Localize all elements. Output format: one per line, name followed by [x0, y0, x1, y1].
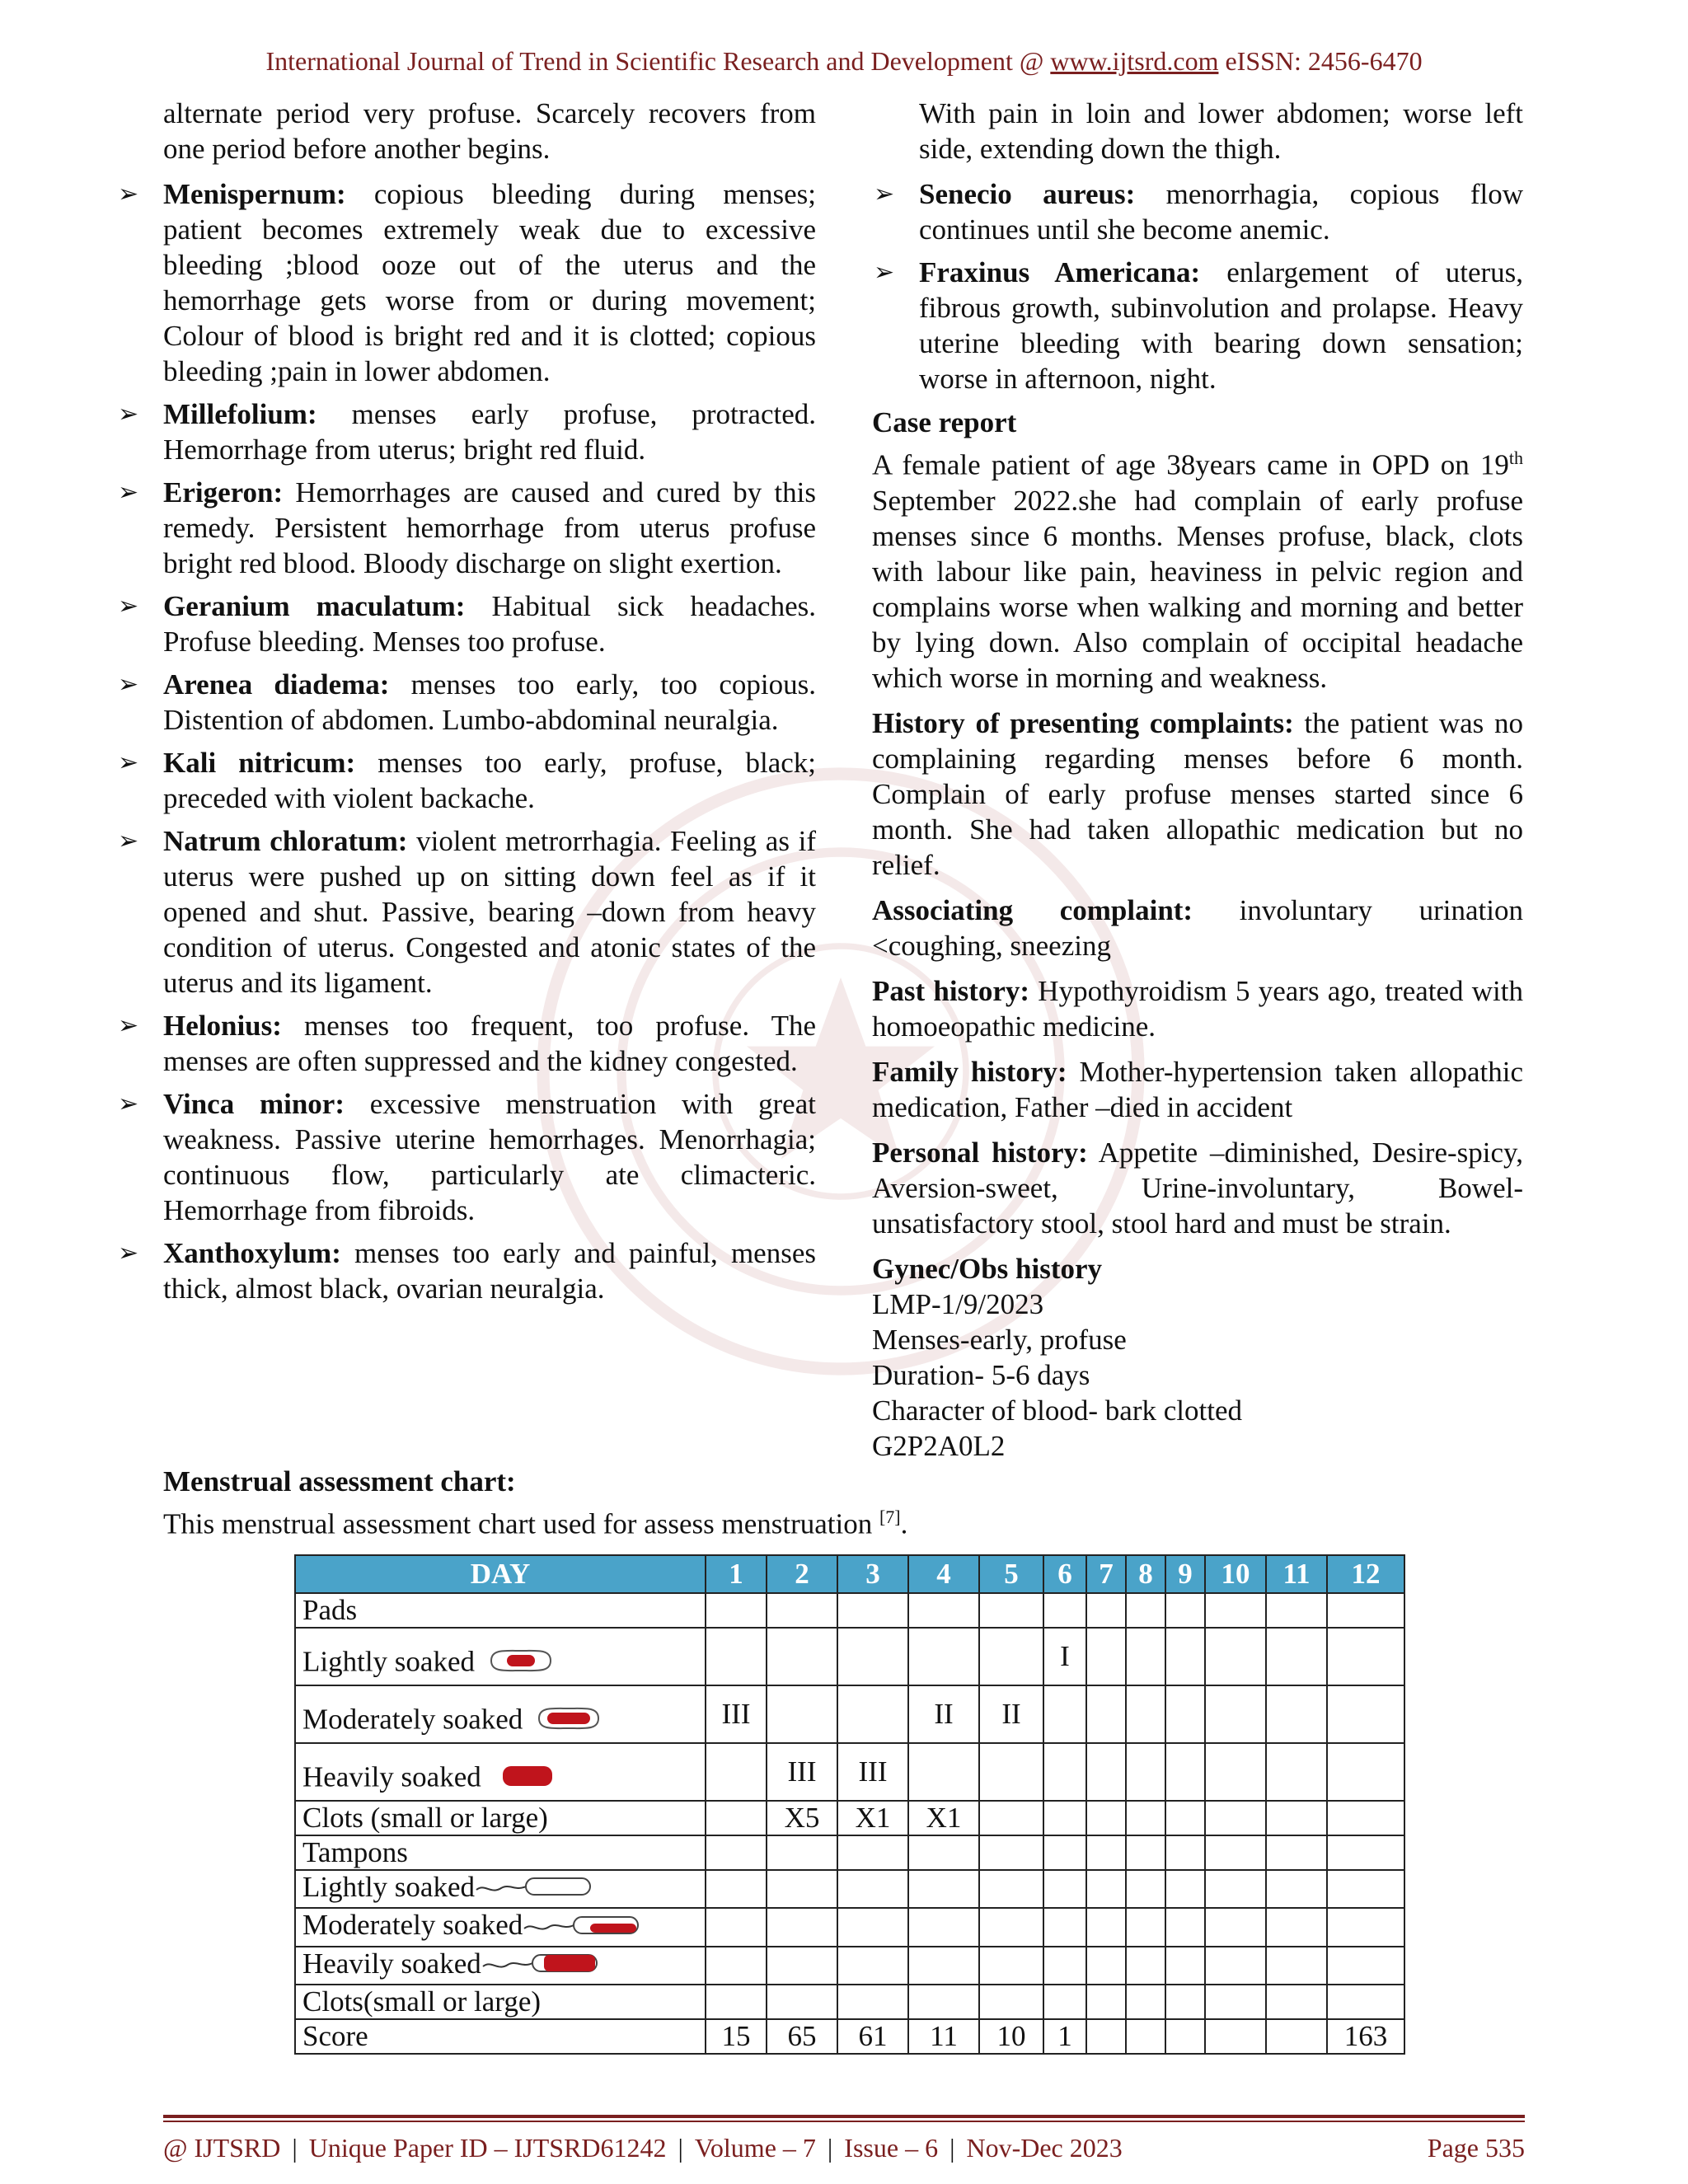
- row-label-cell: [295, 1593, 706, 1628]
- table-cell: [706, 1801, 767, 1835]
- pad-moderate-icon: [534, 1702, 603, 1742]
- table-cell: [706, 1593, 767, 1628]
- gynec-obs-section: [872, 1251, 1523, 1464]
- remedy-item: [872, 255, 1523, 396]
- bullet-arrow-icon: ➢: [118, 180, 139, 209]
- table-cell: [1165, 1870, 1205, 1908]
- row-label: Clots (small or large): [302, 1802, 548, 1834]
- row-label: Heavily soaked: [302, 1947, 481, 1980]
- footer-org: @ IJTSRD: [163, 2133, 281, 2163]
- table-cell: [767, 1870, 837, 1908]
- table-cell: [1043, 1743, 1086, 1801]
- table-cell: [1086, 1628, 1126, 1685]
- remedy-name: Natrum chloratum:: [163, 825, 408, 857]
- table-cell: [979, 1835, 1043, 1870]
- table-cell: [1327, 1985, 1404, 2019]
- row-label-cell: [295, 1835, 706, 1870]
- table-cell: [908, 1743, 979, 1801]
- remedy-item: [116, 396, 816, 467]
- right-column: [872, 96, 1523, 1464]
- table-cell: [1165, 1743, 1205, 1801]
- past-history-paragraph: Past history: Hypothyroidism 5 years ago, treated with homoeopathic medicine.: [872, 974, 1524, 1043]
- table-row: [295, 1593, 1404, 1628]
- table-cell: II: [979, 1685, 1043, 1743]
- table-cell: [837, 1870, 908, 1908]
- bullet-arrow-icon: ➢: [118, 1239, 139, 1268]
- table-cell: [1086, 1870, 1126, 1908]
- row-label: Heavily soaked: [302, 1760, 481, 1793]
- table-cell: [1086, 1985, 1126, 2019]
- row-label-cell: [295, 1870, 706, 1908]
- remedy-name: Senecio aureus:: [919, 178, 1136, 210]
- table-cell: [1086, 2019, 1126, 2054]
- table-cell: [1266, 1835, 1327, 1870]
- row-label-cell: [295, 1685, 706, 1743]
- table-cell: 1: [1043, 2019, 1086, 2054]
- row-label-cell: [295, 1801, 706, 1835]
- remedy-text: Hemorrhages are caused and cured by this remedy. Persistent hemorrhage from uterus profuse bright red blood. Bloody discharge on slight exertion.: [163, 476, 816, 579]
- remedy-text: excessive menstruation with great weakness. Passive uterine hemorrhages. Menorrhagia; continuous flow, particularly ate climacteric. Hemorrhage from fibroids.: [163, 1088, 816, 1226]
- header-day-2: 2: [767, 1555, 837, 1593]
- header-day-10: 10: [1205, 1555, 1266, 1593]
- table-cell: [1126, 1835, 1165, 1870]
- remedy-name: Kali nitricum:: [163, 747, 356, 779]
- table-row: [295, 1628, 1404, 1685]
- table-cell: [1266, 1985, 1327, 2019]
- remedy-item: [116, 176, 816, 389]
- table-cell: [908, 1908, 979, 1946]
- table-cell: [767, 1985, 837, 2019]
- table-cell: [837, 1628, 908, 1685]
- menstrual-assessment-table: [294, 1554, 1405, 2055]
- table-cell: III: [767, 1743, 837, 1801]
- table-cell: [1086, 1947, 1126, 1985]
- row-label: Tampons: [302, 1836, 408, 1868]
- row-label: Lightly soaked: [302, 1645, 475, 1678]
- header-day-11: 11: [1266, 1555, 1327, 1593]
- table-cell: [706, 1908, 767, 1946]
- table-cell: [837, 1947, 908, 1985]
- remedy-name: Fraxinus Americana:: [919, 256, 1201, 288]
- table-cell: 15: [706, 2019, 767, 2054]
- header-day-9: 9: [1165, 1555, 1205, 1593]
- remedy-item: [872, 176, 1523, 247]
- header-day-label: DAY: [295, 1555, 706, 1593]
- table-cell: [1327, 1908, 1404, 1946]
- table-cell: [837, 1593, 908, 1628]
- table-cell: [1126, 1985, 1165, 2019]
- table-cell: 10: [979, 2019, 1043, 2054]
- bullet-arrow-icon: ➢: [118, 478, 139, 507]
- table-cell: [837, 1908, 908, 1946]
- table-cell: [706, 1743, 767, 1801]
- personal-history-paragraph: Personal history: Appetite –diminished, Desire-spicy, Aversion-sweet, Urine-involuntary, Bowel-unsatisfactory stool, stool hard and must be strain.: [872, 1136, 1523, 1240]
- footer-volume: Volume – 7: [694, 2133, 816, 2163]
- footer-paper-id: Unique Paper ID – IJTSRD61242: [308, 2133, 667, 2163]
- table-cell: [908, 1835, 979, 1870]
- table-cell: [767, 1593, 837, 1628]
- running-header: [0, 46, 1688, 77]
- table-cell: [1205, 1628, 1266, 1685]
- left-remedy-list: [118, 176, 817, 1306]
- table-cell: [979, 1628, 1043, 1685]
- row-label: Moderately soaked: [302, 1909, 523, 1942]
- table-cell: X1: [837, 1801, 908, 1835]
- bullet-arrow-icon: ➢: [118, 592, 139, 621]
- table-row: [295, 1947, 1404, 1985]
- hpc-paragraph: History of presenting complaints: the patient was no complaining regarding menses before 6 month. Complain of early profuse menses started since 6 month. She had taken allopathic medication but no relief.: [872, 706, 1523, 881]
- table-cell: [979, 1908, 1043, 1946]
- remedy-item: [116, 745, 816, 816]
- row-label-cell: [295, 1743, 706, 1801]
- table-cell: [1043, 1908, 1086, 1946]
- family-history-paragraph: Family history: Mother-hypertension taken allopathic medication, Father –died in accident: [872, 1055, 1524, 1123]
- table-row: [295, 1985, 1404, 2019]
- remedy-item: [116, 1235, 816, 1306]
- table-cell: [767, 1685, 837, 1743]
- table-cell: [767, 1947, 837, 1985]
- table-cell: [979, 1593, 1043, 1628]
- header-day-3: 3: [837, 1555, 908, 1593]
- table-cell: [1086, 1593, 1126, 1628]
- table-row: [295, 1870, 1404, 1908]
- table-cell: [706, 1870, 767, 1908]
- table-cell: [1165, 1685, 1205, 1743]
- remedy-text: menses too frequent, too profuse. The menses are often suppressed and the kidney congested.: [163, 1010, 816, 1077]
- right-remedy-list: [872, 176, 1523, 396]
- table-cell: [1205, 1685, 1266, 1743]
- header-day-8: 8: [1126, 1555, 1165, 1593]
- bullet-arrow-icon: ➢: [118, 748, 139, 777]
- table-cell: [1205, 1801, 1266, 1835]
- gyn-line: G2P2A0L2: [872, 1429, 1006, 1462]
- bullet-arrow-icon: ➢: [874, 258, 895, 287]
- table-cell: [1327, 1593, 1404, 1628]
- row-label: Pads: [302, 1594, 358, 1626]
- table-cell: [1086, 1685, 1126, 1743]
- table-cell: [1126, 2019, 1165, 2054]
- table-cell: 61: [837, 2019, 908, 2054]
- table-row: [295, 1743, 1404, 1801]
- table-cell: [1043, 1801, 1086, 1835]
- remedy-name: Xanthoxylum:: [163, 1237, 341, 1269]
- row-label-cell: [295, 1908, 706, 1946]
- table-row: [295, 1801, 1404, 1835]
- left-intro: alternate period very profuse. Scarcely recovers from one period before another begins.: [163, 97, 816, 165]
- table-cell: [1205, 1743, 1266, 1801]
- bullet-arrow-icon: ➢: [118, 400, 139, 429]
- table-cell: [908, 1947, 979, 1985]
- table-cell: [1205, 1908, 1266, 1946]
- remedy-item: [116, 1008, 816, 1079]
- table-cell: [1205, 2019, 1266, 2054]
- table-cell: [1126, 1801, 1165, 1835]
- header-day-4: 4: [908, 1555, 979, 1593]
- table-cell: II: [908, 1685, 979, 1743]
- row-label: Moderately soaked: [302, 1703, 523, 1736]
- table-cell: [1266, 2019, 1327, 2054]
- table-cell: [1126, 1870, 1165, 1908]
- remedy-text: Habitual sick headaches. Profuse bleeding. Menses too profuse.: [163, 590, 816, 658]
- remedy-item: [116, 588, 816, 659]
- row-label-cell: [295, 1985, 706, 2019]
- row-label: Lightly soaked: [302, 1871, 475, 1903]
- remedy-name: Menispernum:: [163, 178, 346, 210]
- row-label: Score: [302, 2020, 368, 2053]
- remedy-text: menses early profuse, protracted. Hemorrhage from uterus; bright red fluid.: [163, 398, 816, 466]
- remedy-text: violent metrorrhagia. Feeling as if uterus were pushed up on sitting down feel as if it opened and shut. Passive, bearing –down from heavy condition of uterus. Congested and atonic states of the uterus and its ligament.: [163, 825, 817, 999]
- bullet-arrow-icon: ➢: [118, 670, 139, 699]
- table-cell: [1086, 1743, 1126, 1801]
- table-cell: I: [1043, 1628, 1086, 1685]
- table-cell: [979, 1743, 1043, 1801]
- table-cell: [1165, 1985, 1205, 2019]
- table-cell: [837, 1985, 908, 2019]
- remedy-item: [116, 1086, 816, 1228]
- pad-heavy-icon: [493, 1760, 562, 1800]
- table-cell: [1043, 1835, 1086, 1870]
- table-cell: [1266, 1947, 1327, 1985]
- table-cell: [1165, 1628, 1205, 1685]
- gynec-title: Gynec/Obs history: [872, 1252, 1103, 1285]
- table-cell: [1165, 1947, 1205, 1985]
- table-header-row: [295, 1555, 1404, 1593]
- row-label-cell: [295, 1628, 706, 1685]
- table-cell: [1126, 1908, 1165, 1946]
- table-cell: 11: [908, 2019, 979, 2054]
- table-cell: [1266, 1743, 1327, 1801]
- table-cell: [1165, 1801, 1205, 1835]
- citation-ref: [7]: [879, 1507, 901, 1527]
- row-label-cell: [295, 2019, 706, 2054]
- remedy-item: [116, 475, 816, 581]
- footer-rule-thin: [163, 2121, 1525, 2122]
- header-day-7: 7: [1086, 1555, 1126, 1593]
- bullet-arrow-icon: ➢: [118, 827, 139, 855]
- header-day-5: 5: [979, 1555, 1043, 1593]
- remedy-name: Helonius:: [163, 1010, 282, 1042]
- gyn-line: Character of blood- bark clotted: [872, 1394, 1242, 1427]
- table-cell: [1126, 1743, 1165, 1801]
- table-cell: [837, 1685, 908, 1743]
- table-cell: III: [837, 1743, 908, 1801]
- tampon-light-icon: [475, 1872, 598, 1907]
- remedy-text: enlargement of uterus, fibrous growth, subinvolution and prolapse. Heavy uterine bleeding with bearing down sensation; worse in afternoon, night.: [919, 256, 1524, 395]
- table-row: [295, 1835, 1404, 1870]
- remedy-text: copious bleeding during menses; patient becomes extremely weak due to excessive bleeding ;blood ooze out of the uterus and the hemorrhage gets worse from or during movement; Colour of blood is bright red and it is clotted; copious bleeding ;pain in lower abdomen.: [163, 178, 816, 387]
- table-cell: [1266, 1685, 1327, 1743]
- footer-date: Nov-Dec 2023: [966, 2133, 1123, 2163]
- table-cell: [1126, 1685, 1165, 1743]
- table-cell: [1327, 1870, 1404, 1908]
- table-cell: X1: [908, 1801, 979, 1835]
- remedy-name: Arenea diadema:: [163, 668, 390, 701]
- table-row: [295, 2019, 1404, 2054]
- menstrual-chart-caption: [163, 1464, 1523, 1542]
- right-intro: With pain in loin and lower abdomen; worse left side, extending down the thigh.: [919, 97, 1523, 165]
- table-cell: [1327, 1801, 1404, 1835]
- table-cell: [1327, 1628, 1404, 1685]
- gyn-line: Duration- 5-6 days: [872, 1358, 1090, 1391]
- table-cell: III: [706, 1685, 767, 1743]
- chart-description: This menstrual assessment chart used for assess menstruation [7].: [163, 1507, 908, 1540]
- header-day-6: 6: [1043, 1555, 1086, 1593]
- tampon-moderate-icon: [523, 1910, 646, 1946]
- journal-url-link[interactable]: www.ijtsrd.com: [1050, 46, 1219, 76]
- table-cell: [1266, 1593, 1327, 1628]
- table-row: [295, 1685, 1404, 1743]
- table-cell: [767, 1628, 837, 1685]
- remedy-name: Vinca minor:: [163, 1088, 345, 1120]
- associating-paragraph: Associating complaint: involuntary urination <coughing, sneezing: [872, 893, 1523, 962]
- table-cell: [1205, 1593, 1266, 1628]
- table-cell: [1266, 1870, 1327, 1908]
- table-cell: [908, 1593, 979, 1628]
- chart-title: Menstrual assessment chart:: [163, 1465, 516, 1497]
- case-report-section: [872, 405, 1523, 696]
- table-cell: [1205, 1835, 1266, 1870]
- table-cell: 163: [1327, 2019, 1404, 2054]
- left-column: [118, 96, 817, 1314]
- header-day-12: 12: [1327, 1555, 1404, 1593]
- table-cell: [979, 1947, 1043, 1985]
- issn: eISSN: 2456-6470: [1218, 46, 1423, 76]
- table-cell: [1126, 1593, 1165, 1628]
- table-cell: [706, 1947, 767, 1985]
- journal-name: International Journal of Trend in Scientific Research and Development @: [265, 46, 1051, 76]
- table-cell: [1126, 1628, 1165, 1685]
- table-cell: [837, 1835, 908, 1870]
- table-cell: [908, 1985, 979, 2019]
- row-label-cell: [295, 1947, 706, 1985]
- table-cell: [1327, 1947, 1404, 1985]
- table-cell: [1205, 1985, 1266, 2019]
- tampon-heavy-icon: [481, 1948, 605, 1984]
- table-cell: [706, 1628, 767, 1685]
- table-cell: [908, 1870, 979, 1908]
- table-cell: 65: [767, 2019, 837, 2054]
- table-cell: [1165, 1908, 1205, 1946]
- table-cell: [1086, 1801, 1126, 1835]
- table-cell: [1043, 1593, 1086, 1628]
- footer-issue: Issue – 6: [844, 2133, 939, 2163]
- remedy-text: menses too early, profuse, black; preceded with violent backache.: [163, 747, 816, 814]
- table-cell: [1086, 1835, 1126, 1870]
- table-cell: [1205, 1947, 1266, 1985]
- row-label: Clots(small or large): [302, 1985, 542, 2018]
- table-cell: [979, 1801, 1043, 1835]
- table-cell: [979, 1870, 1043, 1908]
- case-report-title: Case report: [872, 406, 1017, 438]
- table-cell: [1205, 1870, 1266, 1908]
- remedy-item: [116, 823, 816, 1001]
- remedy-text: menses too early and painful, menses thick, almost black, ovarian neuralgia.: [163, 1237, 816, 1305]
- table-cell: [1126, 1947, 1165, 1985]
- remedy-name: Millefolium:: [163, 398, 317, 430]
- table-row: [295, 1908, 1404, 1946]
- remedy-item: [116, 667, 816, 738]
- footer-rule: [163, 2115, 1525, 2118]
- table-cell: [1266, 1801, 1327, 1835]
- table-cell: [1043, 1985, 1086, 2019]
- table-cell: [1327, 1685, 1404, 1743]
- table-cell: [1043, 1947, 1086, 1985]
- table-cell: [1165, 2019, 1205, 2054]
- bullet-arrow-icon: ➢: [118, 1090, 139, 1118]
- gyn-line: LMP-1/9/2023: [872, 1287, 1044, 1320]
- remedy-text: menses too early, too copious. Distention of abdomen. Lumbo-abdominal neuralgia.: [163, 668, 816, 736]
- pad-light-icon: [486, 1644, 556, 1685]
- table-cell: [1327, 1743, 1404, 1801]
- table-cell: [1266, 1908, 1327, 1946]
- bullet-arrow-icon: ➢: [118, 1011, 139, 1040]
- table-cell: [1043, 1685, 1086, 1743]
- table-cell: [1043, 1870, 1086, 1908]
- case-report-text: A female patient of age 38years came in OPD on 19th September 2022.she had complain of early profuse menses since 6 months. Menses profuse, black, clots with labour like pain, heaviness in pelvic region and complains worse when walking and morning and better by lying down. Also complain of occipital headache which worse in morning and weakness.: [872, 448, 1523, 694]
- table-cell: X5: [767, 1801, 837, 1835]
- table-cell: [1327, 1835, 1404, 1870]
- table-cell: [767, 1908, 837, 1946]
- table-cell: [767, 1835, 837, 1870]
- gyn-line: Menses-early, profuse: [872, 1323, 1127, 1356]
- footer-page-number: Page 535: [1427, 2133, 1525, 2163]
- table-cell: [1165, 1593, 1205, 1628]
- table-cell: [706, 1835, 767, 1870]
- table-cell: [1086, 1908, 1126, 1946]
- bullet-arrow-icon: ➢: [874, 180, 895, 209]
- table-cell: [1165, 1835, 1205, 1870]
- remedy-name: Geranium maculatum:: [163, 590, 466, 622]
- remedy-name: Erigeron:: [163, 476, 284, 509]
- table-cell: [908, 1628, 979, 1685]
- table-cell: [706, 1985, 767, 2019]
- header-day-1: 1: [706, 1555, 767, 1593]
- running-footer: @ IJTSRD | Unique Paper ID – IJTSRD61242 | Volume – 7 | Issue – 6 | Nov-Dec 2023 Page 535: [163, 2133, 1525, 2163]
- table-cell: [979, 1985, 1043, 2019]
- table-cell: [1266, 1628, 1327, 1685]
- remedy-text: menorrhagia, copious flow continues until she become anemic.: [919, 178, 1523, 246]
